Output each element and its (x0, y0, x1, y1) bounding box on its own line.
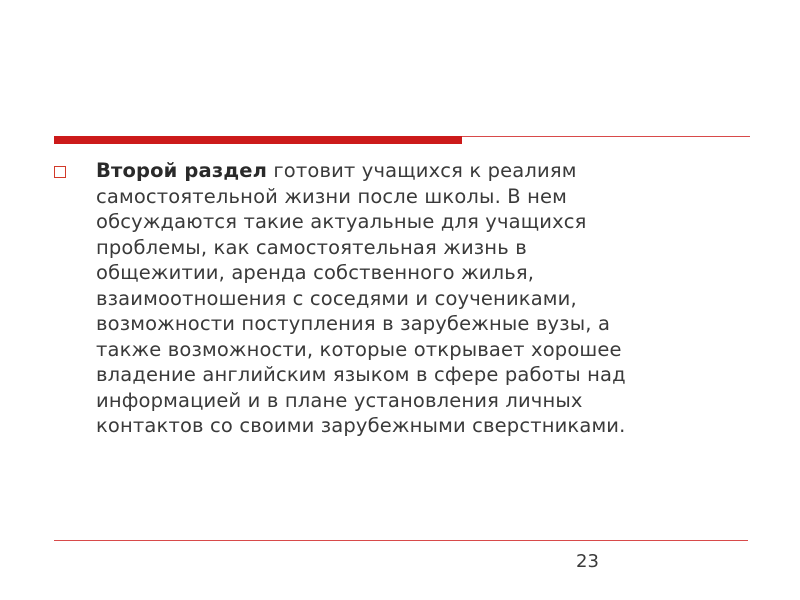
top-accent-line (462, 136, 750, 137)
bullet-bold-lead: Второй раздел (96, 159, 268, 182)
text-line-11: контактов со своими зарубежными сверстниками. (96, 414, 626, 437)
page-number: 23 (576, 551, 599, 572)
text-line-8: также возможности, которые открывает хорошее (96, 337, 622, 361)
bottom-divider-line (54, 540, 748, 541)
square-bullet-icon (54, 166, 66, 178)
text-line-10: информацией и в плане установления личных (96, 388, 583, 412)
text-line-6: взаимоотношения с соседями и соучениками, (96, 286, 577, 310)
text-line-1: готовит учащихся к реалиям (267, 159, 577, 182)
text-line-9: владение английским языком в сфере работы над (96, 363, 626, 386)
text-line-2: самостоятельной жизни после школы. В нем (96, 184, 568, 208)
bullet-text (96, 158, 626, 439)
text-line-5: общежитии, аренда собственного жилья, (96, 261, 535, 284)
top-accent-bar (54, 136, 462, 144)
text-line-7: возможности поступления в зарубежные вузы, а (96, 312, 611, 335)
text-line-3: обсуждаются такие актуальные для учащихся (96, 210, 587, 233)
text-line-4: проблемы, как самостоятельная жизнь в (96, 235, 527, 259)
bullet-item (54, 158, 734, 439)
